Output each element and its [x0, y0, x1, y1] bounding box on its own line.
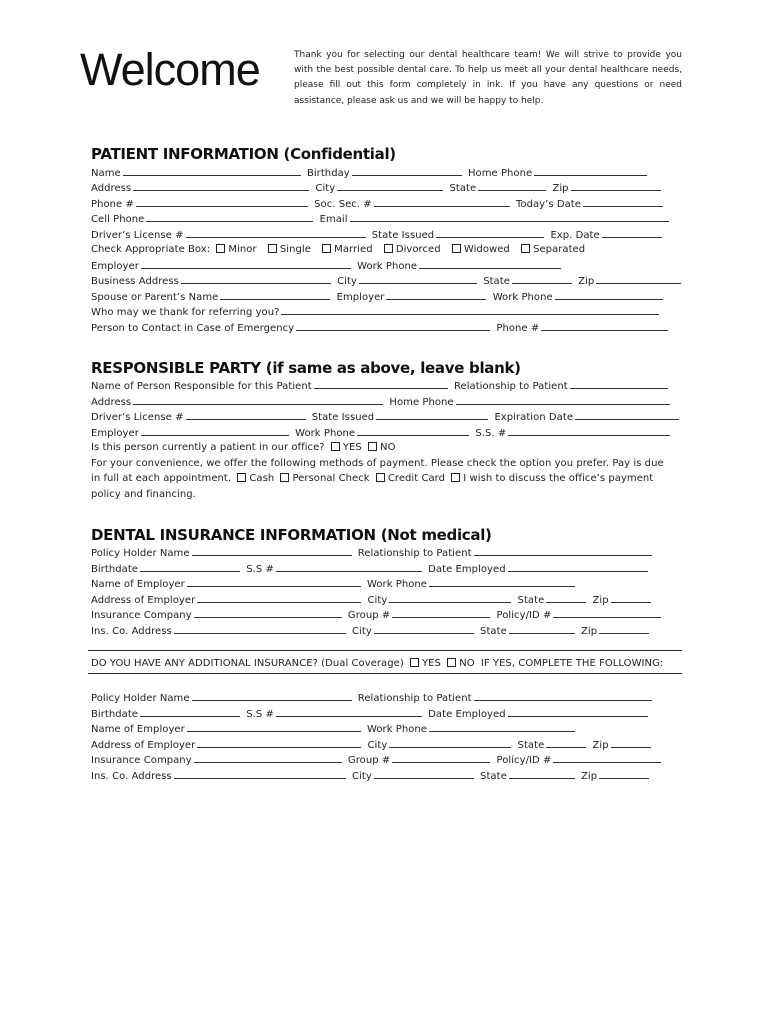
ins-zip-field[interactable] — [599, 624, 649, 634]
policy-id-field[interactable] — [553, 608, 661, 618]
cell-phone-field[interactable] — [146, 212, 313, 222]
phone-field[interactable] — [136, 197, 308, 207]
city-label: City — [315, 183, 336, 194]
widowed-label: Widowed — [463, 244, 510, 255]
insurance2-zip-field[interactable] — [611, 738, 651, 748]
spouse-field[interactable] — [220, 290, 330, 300]
responsible-employer-label: Employer — [91, 428, 139, 439]
responsible-employer-field[interactable] — [141, 426, 289, 436]
address-employer-field[interactable] — [197, 593, 361, 603]
work-phone-label: Work Phone — [357, 261, 418, 272]
insurance-row-ins-address — [91, 624, 652, 639]
insurance-city-field[interactable] — [389, 593, 511, 603]
divider-bottom — [88, 673, 682, 674]
insurance-city-label: City — [367, 595, 388, 606]
additional-no-label: NO — [459, 658, 475, 669]
zip-label: Zip — [552, 183, 569, 194]
name-label: Name — [91, 168, 121, 179]
responsible-work-phone-label: Work Phone — [295, 428, 356, 439]
phone-label: Phone # — [91, 199, 134, 210]
discuss-payment-label: I wish to discuss the office’s payment — [463, 473, 654, 484]
payment-text-line-1: For your convenience, we offer the following methods of payment. Please check the option you prefer. Pay is due — [91, 458, 664, 469]
cell-phone-label: Cell Phone — [91, 214, 145, 225]
responsible-license-label: Driver’s License # — [91, 412, 184, 423]
patient-info-title: PATIENT INFORMATION (Confidential) — [91, 145, 396, 163]
state-field[interactable] — [478, 181, 546, 191]
responsible-party-title: RESPONSIBLE PARTY (if same as above, leave blank) — [91, 359, 521, 377]
payment-options-row — [91, 472, 653, 486]
policy-holder-label: Policy Holder Name — [91, 548, 190, 559]
insurance-work-phone-label: Work Phone — [367, 579, 428, 590]
name-employer-2-label: Name of Employer — [91, 724, 185, 735]
patient-row-cell — [91, 212, 672, 227]
divider-top — [88, 650, 682, 651]
emergency-phone-field[interactable] — [541, 321, 668, 331]
minor-checkbox[interactable] — [216, 244, 225, 253]
spouse-work-phone-field[interactable] — [555, 290, 663, 300]
responsible-license-field[interactable] — [186, 410, 306, 420]
insurance2-row-ins-address — [91, 769, 652, 784]
ins-city-label: City — [352, 626, 372, 637]
state-label: State — [449, 183, 477, 194]
ins-zip-2-label: Zip — [581, 771, 598, 782]
discuss-payment-checkbox[interactable] — [451, 473, 460, 482]
drivers-license-field[interactable] — [186, 228, 366, 238]
exp-date-label: Exp. Date — [550, 230, 600, 241]
business-zip-label: Zip — [578, 276, 595, 287]
group-field[interactable] — [392, 608, 490, 618]
insurance2-state-field[interactable] — [546, 738, 586, 748]
additional-no-checkbox[interactable] — [447, 658, 456, 667]
name-employer-field[interactable] — [187, 577, 361, 587]
drivers-license-label: Driver’s License # — [91, 230, 184, 241]
patient-row-emergency — [91, 321, 671, 336]
additional-insurance-question: DO YOU HAVE ANY ADDITIONAL INSURANCE? (Dual Coverage) — [91, 658, 404, 669]
work-phone-field[interactable] — [419, 259, 561, 269]
patient-row-business — [91, 274, 684, 289]
insurance-ss-field[interactable] — [276, 562, 422, 572]
insurance-row-birthdate — [91, 562, 651, 577]
additional-insurance-row — [91, 657, 663, 671]
spouse-employer-label: Employer — [336, 292, 385, 303]
group-label: Group # — [347, 610, 391, 621]
name-field[interactable] — [123, 166, 301, 176]
spouse-work-phone-label: Work Phone — [492, 292, 553, 303]
responsible-address-field[interactable] — [133, 395, 383, 405]
ins-address-field[interactable] — [174, 624, 346, 634]
state-issued-label: State Issued — [371, 230, 435, 241]
personal-check-checkbox[interactable] — [280, 473, 289, 482]
insurance-row-address — [91, 593, 654, 608]
insurance-row-company — [91, 608, 664, 623]
dental-insurance-title: DENTAL INSURANCE INFORMATION (Not medical) — [91, 526, 492, 544]
insurance-relationship-label: Relationship to Patient — [357, 548, 472, 559]
insurance2-work-phone-label: Work Phone — [367, 724, 428, 735]
payment-text-line-3: policy and financing. — [91, 489, 196, 500]
birthday-label: Birthday — [306, 168, 350, 179]
ins-zip-2-field[interactable] — [599, 769, 649, 779]
birthdate-2-label: Birthdate — [91, 709, 139, 720]
ins-state-2-label: State — [480, 771, 507, 782]
insurance2-state-label: State — [517, 740, 545, 751]
responsible-relationship-label: Relationship to Patient — [453, 381, 568, 392]
insurance-relationship-field[interactable] — [474, 546, 652, 556]
ins-city-2-field[interactable] — [374, 769, 474, 779]
responsible-row-license — [91, 410, 682, 425]
insurance2-ss-label: S.S # — [246, 709, 274, 720]
date-employed-label: Date Employed — [428, 564, 506, 575]
insurance2-row-holder — [91, 691, 655, 706]
ssn-label: Soc. Sec. # — [314, 199, 372, 210]
birthday-field[interactable] — [352, 166, 462, 176]
policy-holder-field[interactable] — [192, 546, 352, 556]
intro-paragraph: Thank you for selecting our dental healthcare team! We will strive to provide you with the best possible dental care. To help us meet all your dental healthcare needs, please fill out this form completely in ink. If you have any questions or need assistance, please ask us and we will be happy to help. — [294, 50, 682, 106]
address-employer-2-field[interactable] — [197, 738, 361, 748]
group-2-label: Group # — [347, 755, 391, 766]
address-employer-label: Address of Employer — [91, 595, 196, 606]
city-field[interactable] — [337, 181, 443, 191]
employer-label: Employer — [91, 261, 139, 272]
married-label: Married — [334, 244, 373, 255]
responsible-home-phone-label: Home Phone — [389, 397, 454, 408]
responsible-address-label: Address — [91, 397, 132, 408]
ins-city-2-label: City — [352, 771, 372, 782]
ins-address-label: Ins. Co. Address — [91, 626, 172, 637]
insurance2-ss-field[interactable] — [276, 707, 422, 717]
check-box-label: Check Appropriate Box: — [91, 244, 211, 255]
separated-checkbox[interactable] — [521, 244, 530, 253]
todays-date-label: Today’s Date — [515, 199, 581, 210]
personal-check-label: Personal Check — [292, 473, 370, 484]
date-employed-field[interactable] — [508, 562, 648, 572]
single-checkbox[interactable] — [268, 244, 277, 253]
if-yes-label: IF YES, COMPLETE THE FOLLOWING: — [480, 658, 664, 669]
ins-state-field[interactable] — [509, 624, 575, 634]
home-phone-label: Home Phone — [467, 168, 533, 179]
insurance-company-label: Insurance Company — [91, 610, 192, 621]
ins-state-label: State — [480, 626, 507, 637]
insurance-row-employer — [91, 577, 578, 592]
responsible-state-issued-field[interactable] — [376, 410, 488, 420]
insurance-company-2-label: Insurance Company — [91, 755, 192, 766]
responsible-row-name — [91, 379, 671, 394]
current-patient-yes-checkbox[interactable] — [331, 442, 340, 451]
insurance2-row-address — [91, 738, 654, 753]
additional-yes-label: YES — [422, 658, 441, 669]
address-label: Address — [91, 183, 132, 194]
responsible-work-phone-field[interactable] — [357, 426, 469, 436]
insurance-state-field[interactable] — [546, 593, 586, 603]
insurance-ss-label: S.S # — [246, 564, 274, 575]
business-state-field[interactable] — [512, 274, 572, 284]
insurance-company-2-field[interactable] — [194, 753, 342, 763]
responsible-name-field[interactable] — [314, 379, 448, 389]
cash-checkbox[interactable] — [237, 473, 246, 482]
policy-id-label: Policy/ID # — [496, 610, 552, 621]
spouse-label: Spouse or Parent’s Name — [91, 292, 219, 303]
ssn-field[interactable] — [374, 197, 510, 207]
email-field[interactable] — [350, 212, 669, 222]
patient-row-referral — [91, 305, 662, 320]
business-state-label: State — [483, 276, 510, 287]
todays-date-field[interactable] — [583, 197, 663, 207]
insurance2-row-birthdate — [91, 707, 651, 722]
additional-yes-checkbox[interactable] — [410, 658, 419, 667]
insurance2-row-employer — [91, 722, 578, 737]
divorced-label: Divorced — [395, 244, 441, 255]
ins-zip-label: Zip — [581, 626, 598, 637]
responsible-exp-date-label: Expiration Date — [494, 412, 574, 423]
policy-id-2-field[interactable] — [553, 753, 661, 763]
responsible-ss-field[interactable] — [508, 426, 670, 436]
patient-row-marital — [91, 243, 585, 257]
business-city-label: City — [337, 276, 357, 287]
email-label: Email — [319, 214, 348, 225]
business-city-field[interactable] — [359, 274, 477, 284]
address-field[interactable] — [133, 181, 309, 191]
policy-id-2-label: Policy/ID # — [496, 755, 552, 766]
welcome-heading: Welcome — [80, 44, 260, 95]
insurance2-city-field[interactable] — [389, 738, 511, 748]
patient-row-employer — [91, 259, 564, 274]
insurance-company-field[interactable] — [194, 608, 342, 618]
zip-field[interactable] — [571, 181, 661, 191]
patient-row-phone — [91, 197, 666, 212]
business-address-field[interactable] — [181, 274, 331, 284]
insurance2-work-phone-field[interactable] — [429, 722, 575, 732]
responsible-relationship-field[interactable] — [570, 379, 668, 389]
responsible-row-employer — [91, 426, 673, 441]
emergency-label: Person to Contact in Case of Emergency — [91, 323, 295, 334]
exp-date-field[interactable] — [602, 228, 662, 238]
insurance-state-label: State — [517, 595, 545, 606]
ins-city-field[interactable] — [374, 624, 474, 634]
current-patient-label: Is this person currently a patient in our office? — [91, 442, 325, 453]
ins-address-2-label: Ins. Co. Address — [91, 771, 172, 782]
current-patient-no-label: NO — [380, 442, 396, 453]
spouse-employer-field[interactable] — [386, 290, 486, 300]
ins-state-2-field[interactable] — [509, 769, 575, 779]
cash-label: Cash — [249, 473, 275, 484]
widowed-checkbox[interactable] — [452, 244, 461, 253]
insurance2-relationship-field[interactable] — [474, 691, 652, 701]
responsible-ss-label: S.S. # — [475, 428, 507, 439]
patient-row-spouse — [91, 290, 666, 305]
home-phone-field[interactable] — [534, 166, 647, 176]
patient-row-address — [91, 181, 664, 196]
patient-row-name — [91, 166, 650, 181]
responsible-row-current — [91, 441, 396, 455]
insurance-zip-label: Zip — [592, 595, 609, 606]
responsible-home-phone-field[interactable] — [456, 395, 670, 405]
insurance2-relationship-label: Relationship to Patient — [357, 693, 472, 704]
emergency-field[interactable] — [296, 321, 490, 331]
birthdate-label: Birthdate — [91, 564, 139, 575]
insurance2-zip-label: Zip — [592, 740, 609, 751]
single-label: Single — [279, 244, 311, 255]
insurance2-city-label: City — [367, 740, 388, 751]
separated-label: Separated — [533, 244, 586, 255]
married-checkbox[interactable] — [322, 244, 331, 253]
business-zip-field[interactable] — [596, 274, 681, 284]
payment-text-line-2: in full at each appointment. — [91, 473, 232, 484]
current-patient-yes-label: YES — [342, 442, 362, 453]
current-patient-no-checkbox[interactable] — [368, 442, 377, 451]
business-address-label: Business Address — [91, 276, 179, 287]
name-employer-label: Name of Employer — [91, 579, 185, 590]
name-employer-2-field[interactable] — [187, 722, 361, 732]
birthdate-field[interactable] — [140, 562, 240, 572]
insurance2-row-company — [91, 753, 664, 768]
date-employed-2-field[interactable] — [508, 707, 648, 717]
responsible-name-label: Name of Person Responsible for this Patient — [91, 381, 312, 392]
insurance-work-phone-field[interactable] — [429, 577, 575, 587]
group-2-field[interactable] — [392, 753, 490, 763]
responsible-row-address — [91, 395, 673, 410]
address-employer-2-label: Address of Employer — [91, 740, 196, 751]
emergency-phone-label: Phone # — [496, 323, 540, 334]
referral-label: Who may we thank for referring you? — [91, 307, 280, 318]
policy-holder-2-field[interactable] — [192, 691, 352, 701]
responsible-exp-date-field[interactable] — [575, 410, 679, 420]
birthdate-2-field[interactable] — [140, 707, 240, 717]
insurance-row-holder — [91, 546, 655, 561]
patient-row-license — [91, 228, 665, 243]
credit-card-checkbox[interactable] — [376, 473, 385, 482]
employer-field[interactable] — [141, 259, 351, 269]
insurance-zip-field[interactable] — [611, 593, 651, 603]
minor-label: Minor — [228, 244, 257, 255]
responsible-state-issued-label: State Issued — [311, 412, 375, 423]
policy-holder-2-label: Policy Holder Name — [91, 693, 190, 704]
referral-field[interactable] — [281, 305, 659, 315]
credit-card-label: Credit Card — [387, 473, 446, 484]
state-issued-field[interactable] — [436, 228, 544, 238]
divorced-checkbox[interactable] — [384, 244, 393, 253]
ins-address-2-field[interactable] — [174, 769, 346, 779]
date-employed-2-label: Date Employed — [428, 709, 506, 720]
